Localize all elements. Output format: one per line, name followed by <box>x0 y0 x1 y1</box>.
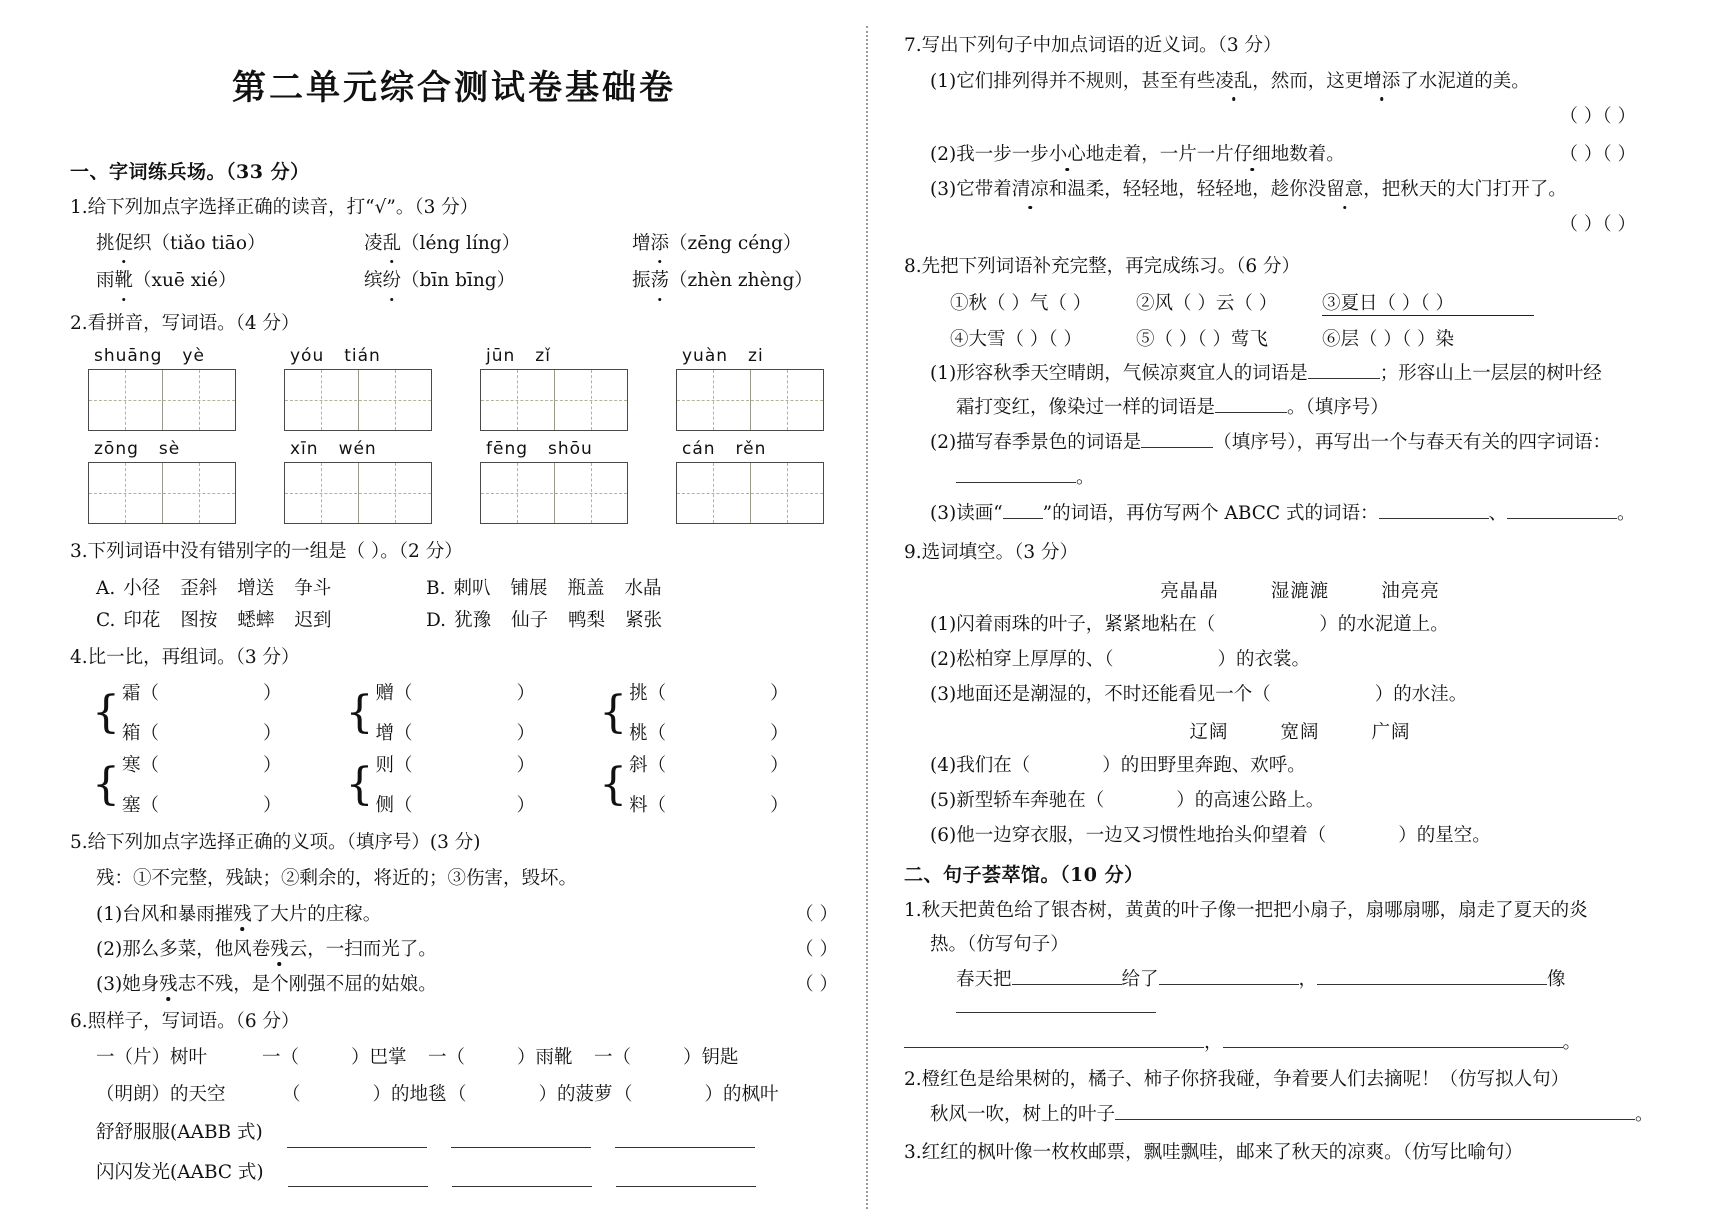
brace-icon: { <box>345 758 374 810</box>
word-bank-2 <box>904 718 1696 744</box>
word-bank-item[interactable]: 辽阔 <box>1189 722 1229 744</box>
aabb-blank[interactable] <box>615 1147 755 1148</box>
pinyin-label: jūn zǐ <box>486 345 551 366</box>
section2-question-1-answer-line-1[interactable]: 春天把 给了 ， 像 <box>904 966 1696 1022</box>
dot-emphasis: 清凉 <box>1012 176 1049 204</box>
question-6-line-2 <box>70 1081 838 1110</box>
section-1-score: （33 分） <box>226 161 310 183</box>
section-heading-1 <box>70 157 838 184</box>
tianzige-box[interactable] <box>284 462 432 524</box>
s2q1-number: 1. <box>904 899 922 921</box>
question-4-text: 比一比，再组词。（3 分） <box>87 646 300 668</box>
question-5-definitions: 残：①不完整，残缺；②剩余的，将近的；③伤害，毁坏。 <box>96 868 578 890</box>
fill-blank[interactable] <box>1308 378 1380 379</box>
aabb-blank[interactable] <box>451 1147 591 1148</box>
fill-blank[interactable] <box>1159 984 1299 985</box>
question-3-prompt <box>70 538 838 566</box>
brace-icon: { <box>92 686 120 738</box>
pinyin-choice-item[interactable]: 振荡（zhèn zhèng） <box>632 267 813 296</box>
dot-emphasis: 仔细 <box>1234 140 1271 166</box>
section-heading-2 <box>904 860 1696 887</box>
s2q2-number: 2. <box>904 1069 922 1091</box>
answer-paren[interactable]: （ ）（ ） <box>1559 144 1636 166</box>
pinyin-grid-cell <box>284 346 434 431</box>
adjective-item[interactable]: （明朗）的天空 <box>96 1084 226 1106</box>
word-bank-item[interactable]: 油亮亮 <box>1381 581 1440 602</box>
s2q3-number: 3. <box>904 1141 922 1163</box>
question-1-prompt <box>70 194 838 222</box>
section2-question-2-prompt: 2.橙红色是给果树的，橘子、柿子你挤我碰，争着要人们去摘呢！（仿写拟人句） <box>904 1069 1570 1091</box>
word-bank-item[interactable]: 广阔 <box>1371 722 1411 744</box>
question-4-number: 4. <box>70 646 88 668</box>
aabb-label: 舒舒服服(AABB 式) <box>96 1121 263 1143</box>
word-bank-item[interactable]: 亮晶晶 <box>1160 581 1219 602</box>
idiom-blank-1[interactable]: ①秋（ ）气（ ） <box>950 292 1092 314</box>
tianzige-box[interactable] <box>480 462 628 524</box>
pinyin-label: shuāng yè <box>94 345 205 366</box>
option-d[interactable]: D. 犹豫 仙子 鸭梨 紧张 <box>426 609 663 631</box>
fill-blank[interactable] <box>1215 412 1287 413</box>
option-c[interactable]: C. 印花 图按 蟋蟀 迟到 <box>96 609 332 631</box>
tianzige-box[interactable] <box>88 369 236 431</box>
idiom-blank-2[interactable]: ②风（ ）云（ ） <box>1136 292 1278 314</box>
fill-blank[interactable] <box>1317 984 1547 985</box>
question-8-sub-2b[interactable]: 。 <box>904 464 1696 492</box>
dot-emphasis: 小心 <box>1049 140 1086 166</box>
section2-question-1-prompt: 1.秋天把黄色给了银杏树，黄黄的叶子像一把把小扇子，扇哪扇哪，扇走了夏天的炎 <box>904 899 1588 921</box>
dot-emphasis: 乱 <box>383 230 402 259</box>
pinyin-choice-item[interactable]: 凌乱（léng líng） <box>364 230 632 259</box>
dot-emphasis: 添 <box>651 230 670 259</box>
aabc-label: 闪闪发光(AABC 式) <box>96 1161 264 1183</box>
question-2-text: 看拼音，写词语。（4 分） <box>87 313 300 335</box>
question-8-text: 先把下列词语补充完整，再完成练习。（6 分） <box>921 255 1301 277</box>
pinyin-grid-cell <box>676 346 826 431</box>
section-2-label: 二、句子荟萃馆。 <box>904 863 1061 886</box>
character-pair-group[interactable]: { 则（ ） 侧（ ） <box>345 755 536 817</box>
dot-emphasis: 增添 <box>1363 68 1400 96</box>
fill-blank[interactable] <box>1141 447 1213 448</box>
adjective-item[interactable]: （ ）的地毯 <box>282 1084 447 1106</box>
section-1-label: 一、字词练兵场。 <box>70 161 227 183</box>
question-9-text: 选词填空。（3 分） <box>921 542 1079 564</box>
section-2-score: （10 分） <box>1060 863 1144 886</box>
word-bank-item[interactable]: 湿漉漉 <box>1270 581 1330 602</box>
pinyin-label: zōng sè <box>94 438 181 459</box>
option-a[interactable]: A. 小径 歪斜 增送 争斗 <box>96 577 332 599</box>
pinyin-label: fēng shōu <box>486 438 593 459</box>
question-9-item[interactable]: (4)我们在（ ）的田野里奔跑、欢呼。 <box>930 755 1306 777</box>
question-6-number: 6. <box>70 1010 88 1032</box>
question-9-item[interactable]: (6)他一边穿衣服，一边又习惯性地抬头仰望着（ ）的星空。 <box>930 824 1491 846</box>
question-8-prompt <box>904 253 1696 281</box>
pinyin-grid-cell <box>480 439 630 524</box>
pinyin-choice-item[interactable]: 缤纷（bīn bīng） <box>364 267 632 296</box>
fill-blank[interactable] <box>1115 1119 1635 1120</box>
question-1-number: 1. <box>70 197 88 218</box>
adjective-item[interactable]: （ ）的菠萝 <box>448 1084 613 1106</box>
question-7-answer-parens[interactable]: （ ）（ ） <box>1559 214 1636 235</box>
question-6-prompt <box>70 1008 838 1036</box>
section2-question-3-prompt: 3.红红的枫叶像一枚枚邮票，飘哇飘哇，邮来了秋天的凉爽。（仿写比喻句） <box>904 1141 1523 1163</box>
pinyin-choice-item[interactable]: 雨靴（xuē xié） <box>96 267 364 296</box>
fill-blank[interactable] <box>956 482 1076 483</box>
aabc-blank[interactable] <box>616 1186 756 1187</box>
pinyin-label: yóu tián <box>290 345 381 366</box>
question-5-item[interactable]: (1)台风和暴雨摧残了大片的庄稼。 （ ） <box>70 900 838 926</box>
tianzige-box[interactable] <box>676 462 824 524</box>
question-3-text: 下列词语中没有错别字的一组是（ ）。（2 分） <box>87 540 463 562</box>
dot-emphasis: 残 <box>159 970 178 996</box>
measure-word-item[interactable]: 一（ ）雨靴 <box>428 1046 573 1068</box>
character-pair-group[interactable]: { 挑（ ） 桃（ ） <box>599 683 789 745</box>
pinyin-label: xīn wén <box>290 438 377 459</box>
dot-emphasis: 促 <box>115 230 134 259</box>
question-7-answer-parens[interactable]: （ ）（ ） <box>1559 105 1636 127</box>
question-7-item[interactable]: (1)它们排列得并不规则，甚至有些凌乱，然而，这更增添了水泥道的美。 <box>904 68 1696 96</box>
question-7-prompt <box>904 32 1696 60</box>
dot-emphasis: 靴 <box>115 267 134 296</box>
question-7-item[interactable]: (2)我一步一步小心地走着，一片一片仔细地数着。 （ ）（ ） <box>904 140 1696 166</box>
aabc-blank[interactable] <box>452 1186 592 1187</box>
question-8-sub-3[interactable]: (3)读画“ ”的词语，再仿写两个 ABCC 式的词语： 、 。 <box>930 502 1636 524</box>
dot-emphasis: 纷 <box>383 267 402 296</box>
question-7-number: 7. <box>904 35 922 56</box>
measure-word-item[interactable]: 一（ ）钥匙 <box>594 1046 739 1068</box>
measure-word-item[interactable]: 一（ ）巴掌 <box>262 1046 407 1068</box>
dot-emphasis: 留意 <box>1326 176 1363 204</box>
tianzige-box[interactable] <box>480 369 628 431</box>
fill-blank[interactable] <box>1379 518 1489 519</box>
pinyin-label: cán rěn <box>682 438 767 459</box>
section2-question-1-prompt-cont: 热。（仿写句子） <box>930 934 1069 956</box>
question-1-row-1 <box>70 230 838 259</box>
pinyin-grid-cell <box>88 439 238 524</box>
question-6-text: 照样子，写词语。（6 分） <box>87 1010 300 1032</box>
aabb-blank[interactable] <box>287 1147 427 1148</box>
idiom-blank-6[interactable]: ⑥层（ ）（ ）染 <box>1322 328 1455 350</box>
question-5-prompt <box>70 829 838 857</box>
question-4-group-row-1 <box>92 679 838 745</box>
word-bank-item[interactable]: 宽阔 <box>1280 722 1320 744</box>
pinyin-grid-cell <box>284 439 434 524</box>
answer-paren[interactable]: （ ） <box>795 903 838 925</box>
fill-blank[interactable] <box>1003 518 1043 519</box>
measure-word-item[interactable]: 一（片）树叶 <box>96 1046 208 1068</box>
question-8-sub-2a[interactable]: (2)描写春季景色的词语是 （填序号），再写出一个与春天有关的四字词语： <box>930 432 1611 453</box>
answer-paren[interactable]: （ ） <box>795 938 838 960</box>
character-pair-group[interactable]: { 寒（ ） 塞（ ） <box>92 755 282 817</box>
pinyin-choice-item[interactable]: 挑促织（tiǎo tiāo） <box>96 230 364 259</box>
question-2-number: 2. <box>70 313 88 335</box>
page-title: 第二单元综合测试卷基础卷 <box>232 68 676 108</box>
word-bank-1 <box>904 577 1696 603</box>
tianzige-box[interactable] <box>284 369 432 431</box>
brace-icon: { <box>345 686 374 738</box>
dot-emphasis: 荡 <box>651 267 670 296</box>
question-8-sub-1a[interactable]: (1)形容秋季天空晴朗，气候凉爽宜人的词语是 ；形容山上一层层的树叶经 <box>930 362 1602 384</box>
idiom-blank-5[interactable]: ⑤（ ）（ ）莺飞 <box>1136 328 1269 350</box>
question-2-prompt <box>70 310 838 338</box>
question-9-item[interactable]: (5)新型轿车奔驰在（ ）的高速公路上。 <box>930 790 1325 811</box>
question-9-item[interactable]: (3)地面还是潮湿的，不时还能看见一个（ ）的水洼。 <box>930 683 1468 705</box>
adjective-item[interactable]: （ ）的枫叶 <box>614 1084 779 1106</box>
right-column <box>868 0 1736 1227</box>
brace-icon: { <box>599 758 628 810</box>
question-9-item[interactable]: (2)松柏穿上厚厚的、（ ）的衣裳。 <box>930 648 1310 670</box>
section2-question-2-answer[interactable]: 秋风一吹，树上的叶子 。 <box>930 1104 1654 1125</box>
question-9-number: 9. <box>904 542 922 564</box>
question-5-number: 5. <box>70 832 88 854</box>
pinyin-grid-cell <box>676 439 826 524</box>
fill-blank[interactable] <box>1507 518 1617 519</box>
question-3-number: 3. <box>70 540 88 562</box>
fill-blank[interactable] <box>1223 1047 1563 1048</box>
character-pair-group[interactable]: { 霜（ ） 箱（ ） <box>92 683 282 745</box>
question-1-text: 给下列加点字选择正确的读音，打“√”。（3 分） <box>87 197 479 218</box>
question-6-line-4 <box>70 1159 838 1188</box>
question-4-group-row-2 <box>92 751 838 817</box>
question-6-line-3 <box>70 1119 838 1148</box>
fill-blank[interactable] <box>956 1012 1156 1013</box>
pinyin-grid-row-1 <box>88 346 838 431</box>
question-5-text: 给下列加点字选择正确的义项。（填序号）(3 分) <box>87 832 481 854</box>
question-9-prompt <box>904 539 1696 567</box>
brace-icon: { <box>92 758 120 810</box>
section2-question-1-answer-line-2[interactable]: ， 。 <box>904 1029 1696 1057</box>
question-9-item[interactable]: (1)闪着雨珠的叶子，紧紧地粘在（ ）的水泥道上。 <box>930 614 1449 635</box>
question-3-options-row-2 <box>70 606 838 632</box>
dot-emphasis: 凌乱 <box>1215 68 1252 96</box>
option-b[interactable]: B. 刺叭 铺展 瓶盖 水晶 <box>426 577 662 599</box>
question-8-idioms-row-2 <box>904 325 1696 351</box>
fill-blank[interactable] <box>1012 984 1122 985</box>
fill-blank[interactable] <box>904 1047 1204 1048</box>
character-pair-group[interactable]: { 斜（ ） 料（ ） <box>599 755 789 817</box>
question-5-item[interactable]: (2)那么多菜，他风卷残云，一扫而光了。 （ ） <box>70 935 838 961</box>
dot-emphasis: 残 <box>233 900 252 926</box>
question-3-options-row-1 <box>70 574 838 600</box>
answer-paren[interactable]: （ ） <box>795 973 838 995</box>
dot-emphasis: 残 <box>270 935 289 961</box>
pinyin-grid-cell <box>480 346 630 431</box>
question-5-item[interactable]: (3)她身残志不残，是个刚强不屈的姑娘。 （ ） <box>70 970 838 996</box>
idiom-blank-3[interactable]: ③夏日（ ）（ ） <box>1322 289 1534 316</box>
pinyin-grid-cell <box>88 346 238 431</box>
pinyin-grid-row-2 <box>88 439 838 524</box>
aabc-blank[interactable] <box>288 1186 428 1187</box>
question-8-sub-1b[interactable]: 霜打变红，像染过一样的词语是 。（填序号） <box>956 397 1389 419</box>
pinyin-choice-item[interactable]: 增添（zēng céng） <box>632 230 801 259</box>
character-pair-group[interactable]: { 赠（ ） 增（ ） <box>345 683 536 745</box>
question-8-idioms-row-1 <box>904 289 1696 316</box>
pinyin-label: yuàn zi <box>682 345 764 366</box>
question-7-text: 写出下列句子中加点词语的近义词。（3 分） <box>921 35 1282 56</box>
question-4-prompt <box>70 644 838 672</box>
question-6-line-1 <box>70 1044 838 1073</box>
tianzige-box[interactable] <box>676 369 824 431</box>
question-1-row-2 <box>70 267 838 296</box>
tianzige-box[interactable] <box>88 462 236 524</box>
question-8-number: 8. <box>904 255 922 277</box>
question-7-item[interactable]: (3)它带着清凉和温柔，轻轻地，轻轻地，趁你没留意，把秋天的大门打开了。 <box>904 176 1696 204</box>
idiom-blank-4[interactable]: ④大雪（ ）（ ） <box>950 328 1083 350</box>
brace-icon: { <box>599 686 628 738</box>
